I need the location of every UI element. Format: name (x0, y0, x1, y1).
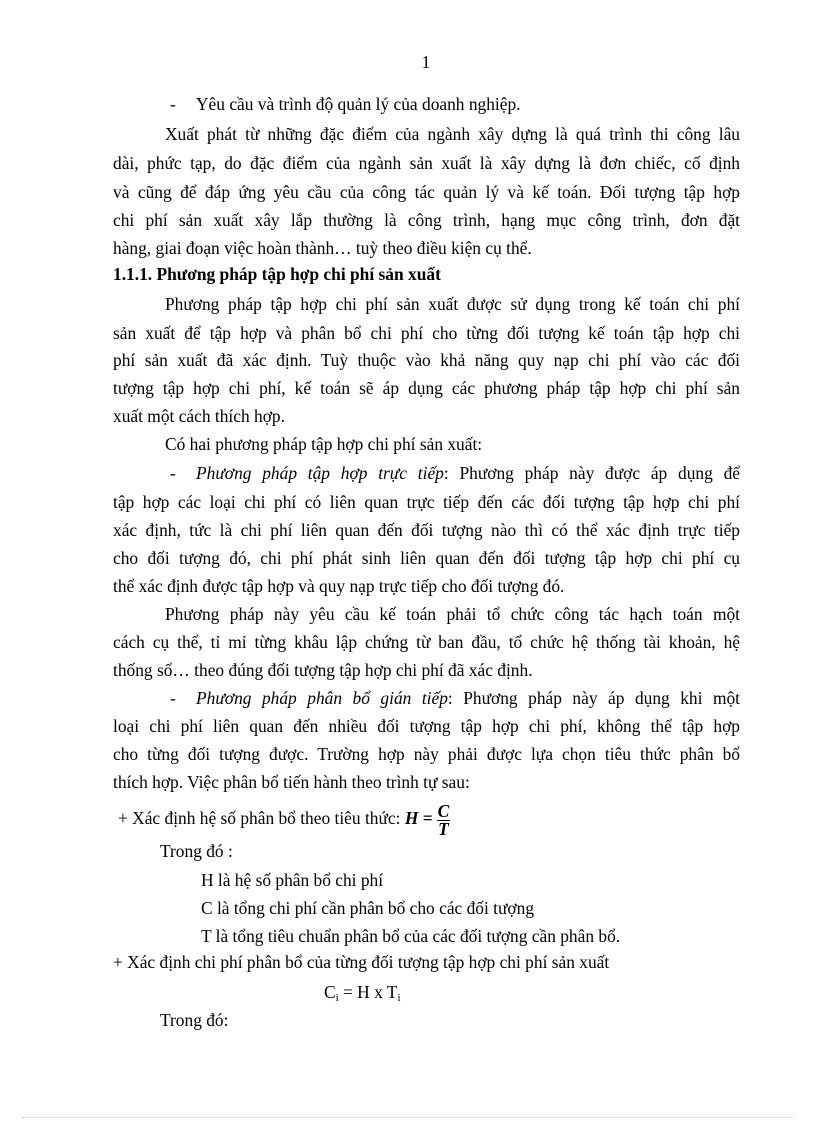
paragraph-line: phí sản xuất đã xác định. Tuỳ thuộc vào khả năng quy nạp chi phí vào các đối (113, 350, 740, 370)
formula-coefficient (118, 800, 450, 838)
page-number: 1 (421, 52, 431, 72)
paragraph-line: sản xuất để tập hợp và phân bổ chi phí cho từng đối tượng kế toán tập hợp chi (113, 323, 740, 343)
formula-intro: + Xác định hệ số phân bổ theo tiêu thức: (118, 808, 401, 828)
bullet-dash: - (170, 463, 176, 483)
definition-t: T là tổng tiêu chuẩn phân bổ của các đối tượng cần phân bổ. (201, 926, 621, 946)
paragraph-line: cho đối tượng đó, chi phí phát sinh liên quan đến đối tượng tập hợp chi phí cụ (113, 548, 740, 568)
paragraph-line: Có hai phương pháp tập hợp chi phí sản xuất: (165, 434, 483, 454)
bullet-item-requirement (170, 94, 521, 114)
paragraph-line: tập hợp các loại chi phí có liên quan trực tiếp đến các đối tượng tập hợp chi phí (113, 492, 740, 512)
paragraph-line: và cũng để đáp ứng yêu cầu của công tác quản lý và kế toán. Đối tượng tập hợp (113, 182, 740, 202)
paragraph-line: thể xác định được tập hợp và quy nạp trực tiếp cho đối tượng đó. (113, 576, 565, 596)
paragraph-line: xác định, tức là chi phí liên quan đến đối tượng nào thì có thể xác định trực tiếp (113, 520, 740, 540)
where-label: Trong đó: (160, 1010, 229, 1030)
paragraph-line: Phương pháp tập hợp chi phí sản xuất được sử dụng trong kế toán chi phí (165, 294, 740, 314)
paragraph-line: cách cụ thể, tỉ mỉ từng khâu lập chứng từ ban đầu, tổ chức hệ thống tài khoản, hệ (113, 632, 740, 652)
paragraph-line: hàng, giai đoạn việc hoàn thành… tuỳ theo điều kiện cụ thể. (113, 238, 532, 258)
method-name-direct: Phương pháp tập hợp trực tiếp (196, 463, 444, 483)
formula-fraction (437, 800, 451, 839)
section-heading: 1.1.1. Phương pháp tập hợp chi phí sản xuất (113, 264, 441, 284)
paragraph-line: Phương pháp này yêu cầu kế toán phải tổ chức công tác hạch toán một (165, 604, 740, 624)
bullet-dash: - (170, 94, 176, 114)
page-bottom-divider (22, 1117, 794, 1118)
formula-denominator: T (438, 818, 449, 839)
paragraph-line: thống sổ… theo đúng đối tượng tập hợp chi phí đã xác định. (113, 660, 533, 680)
bullet-item-direct-method (170, 463, 740, 483)
definition-c: C là tổng chi phí cần phân bổ cho các đối tượng (201, 898, 535, 918)
where-label: Trong đó : (160, 841, 233, 861)
bullet-text: : Phương pháp này áp dụng khi một (447, 688, 741, 708)
formula-subscript: i (335, 992, 339, 1004)
formula-ci: C (324, 982, 336, 1002)
formula-subscript: i (397, 992, 401, 1004)
paragraph-line: thích hợp. Việc phân bổ tiến hành theo trình tự sau: (113, 772, 470, 792)
bullet-dash: - (170, 688, 176, 708)
formula-lhs: H = (404, 808, 433, 828)
definition-h: H là hệ số phân bổ chi phí (201, 870, 384, 890)
paragraph-line: chi phí sản xuất xây lắp thường là công trình, hạng mục công trình, đơn đặt (113, 210, 740, 230)
paragraph-line: dài, phức tạp, do đặc điểm của ngành sản xuất là xây dựng là đơn chiếc, cố định (113, 153, 740, 173)
paragraph-line: loại chi phí liên quan đến nhiều đối tượng tập hợp chi phí, không thể tập hợp (113, 716, 740, 736)
paragraph-line: cho từng đối tượng được. Trường hợp này phải được lựa chọn tiêu thức phân bổ (113, 744, 740, 764)
formula-rhs: = H x T (338, 982, 398, 1002)
paragraph-line: xuất một cách thích hợp. (113, 406, 285, 426)
method-name-indirect: Phương pháp phân bổ gián tiếp (196, 688, 448, 708)
paragraph-line: tượng tập hợp chi phí, kế toán sẽ áp dụng các phương pháp tập hợp chi phí sản (113, 378, 740, 398)
bullet-item-indirect-method (170, 688, 740, 708)
paragraph-line: Xuất phát từ những đặc điểm của ngành xây dựng là quá trình thi công lâu (165, 124, 740, 144)
formula-numerator: C (437, 800, 450, 821)
formula-allocation (324, 982, 401, 1008)
bullet-text: : Phương pháp này được áp dụng để (443, 463, 740, 483)
bullet-text: Yêu cầu và trình độ quản lý của doanh nghiệp. (196, 94, 521, 114)
formula-allocation-intro: + Xác định chi phí phân bổ của từng đối tượng tập hợp chi phí sản xuất (113, 952, 610, 972)
